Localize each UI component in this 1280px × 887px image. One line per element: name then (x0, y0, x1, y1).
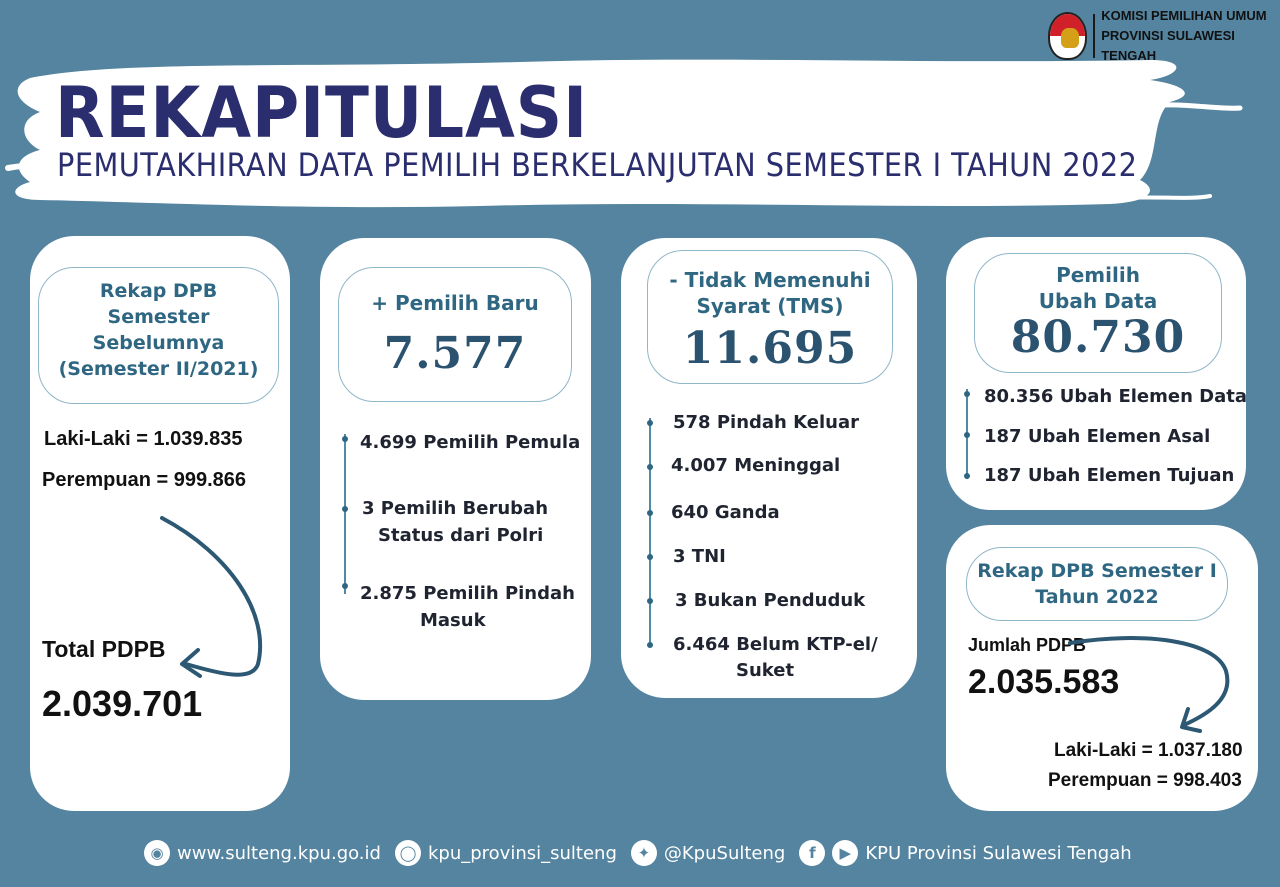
new-voter-item: 2.875 Pemilih Pindah (360, 583, 575, 604)
new-voter-item: 4.699 Pemilih Pemula (360, 432, 581, 453)
current-semester-pill (966, 547, 1228, 621)
kpu-logo (1048, 6, 1280, 66)
changed-item: 80.356 Ubah Elemen Data (984, 386, 1248, 407)
timeline-dot (964, 473, 970, 479)
facebook-icon: f (799, 840, 825, 866)
footer-website[interactable]: www.sulteng.kpu.go.id (177, 842, 381, 864)
curved-arrow-icon (150, 514, 280, 689)
current-total-value: 2.035.583 (968, 663, 1120, 701)
new-voter-item-cont: Status dari Polri (378, 525, 544, 546)
twitter-icon: ✦ (631, 840, 657, 866)
tms-item: 3 Bukan Penduduk (675, 590, 866, 611)
page-title: REKAPITULASI (55, 72, 588, 154)
new-voters-timeline (344, 434, 346, 594)
logo-text (1101, 6, 1280, 66)
timeline-dot (342, 583, 348, 589)
card-new-voters (320, 238, 591, 700)
changed-data-pill (974, 253, 1222, 373)
timeline-dot (964, 432, 970, 438)
tms-item: 578 Pindah Keluar (673, 412, 859, 433)
instagram-icon: ◯ (395, 840, 421, 866)
footer-youtube[interactable]: KPU Provinsi Sulawesi Tengah (865, 842, 1132, 864)
current-title-line1: Rekap DPB Semester I (977, 560, 1217, 582)
tms-item: 640 Ganda (671, 502, 780, 523)
footer-social-bar (144, 840, 1132, 866)
tms-item: 4.007 Meninggal (671, 455, 841, 476)
new-voters-pill (338, 267, 572, 402)
tms-item: 6.464 Belum KTP-el/ (673, 634, 878, 655)
card-current-semester (946, 525, 1258, 811)
card-tms (621, 238, 917, 698)
current-title-line2: Tahun 2022 (1035, 586, 1159, 608)
pill-line: Semester (107, 306, 210, 328)
changed-item: 187 Ubah Elemen Tujuan (984, 465, 1235, 486)
logo-line2: PROVINSI SULAWESI TENGAH (1101, 28, 1235, 63)
previous-total-value: 2.039.701 (42, 683, 203, 724)
youtube-icon: ▶ (832, 840, 858, 866)
changed-value: 80.730 (1010, 312, 1186, 363)
tms-item-cont: Suket (736, 660, 795, 681)
timeline-dot (964, 391, 970, 397)
new-voters-value: 7.577 (383, 328, 527, 379)
card-changed-data (946, 237, 1246, 510)
pill-line: Sebelumnya (92, 332, 225, 354)
footer-instagram[interactable]: kpu_provinsi_sulteng (427, 842, 617, 864)
changed-title-line1: Pemilih (1056, 263, 1140, 287)
globe-icon: ◉ (144, 840, 170, 866)
timeline-dot (647, 510, 653, 516)
pill-line: Rekap DPB (99, 280, 218, 302)
logo-line1: KOMISI PEMILIHAN UMUM (1101, 8, 1267, 23)
changed-title-line2: Ubah Data (1038, 289, 1158, 313)
previous-male-count: Laki-Laki = 1.039.835 (44, 428, 243, 450)
previous-female-count: Perempuan = 999.866 (42, 469, 247, 491)
timeline-dot (342, 436, 348, 442)
new-voter-item: 3 Pemilih Berubah (362, 498, 549, 519)
logo-divider (1093, 14, 1095, 58)
new-voter-item-cont: Masuk (420, 610, 486, 631)
timeline-dot (647, 554, 653, 560)
kpu-emblem-icon (1048, 12, 1087, 60)
footer-twitter[interactable]: @KpuSulteng (663, 842, 786, 864)
current-total-label: Jumlah PDPB (968, 635, 1087, 655)
tms-item: 3 TNI (673, 546, 726, 567)
tms-title-line1: - Tidak Memenuhi (669, 268, 871, 292)
new-voters-title: + Pemilih Baru (371, 291, 539, 315)
pill-line: (Semester II/2021) (58, 358, 259, 380)
previous-semester-pill (38, 267, 279, 404)
tms-pill (647, 250, 893, 384)
tms-value: 11.695 (682, 323, 858, 374)
current-male-count: Laki-Laki = 1.037.180 (1054, 740, 1243, 761)
page-subtitle: PEMUTAKHIRAN DATA PEMILIH BERKELANJUTAN SEMESTER I TAHUN 2022 (57, 146, 1138, 184)
timeline-dot (342, 506, 348, 512)
tms-timeline (649, 418, 651, 646)
previous-total-label: Total PDPB (42, 636, 166, 662)
timeline-dot (647, 420, 653, 426)
timeline-dot (647, 464, 653, 470)
tms-title-line2: Syarat (TMS) (696, 294, 844, 318)
timeline-dot (647, 598, 653, 604)
changed-item: 187 Ubah Elemen Asal (984, 426, 1211, 447)
current-female-count: Perempuan = 998.403 (1048, 770, 1242, 791)
card-previous-semester (30, 236, 290, 811)
timeline-dot (647, 642, 653, 648)
